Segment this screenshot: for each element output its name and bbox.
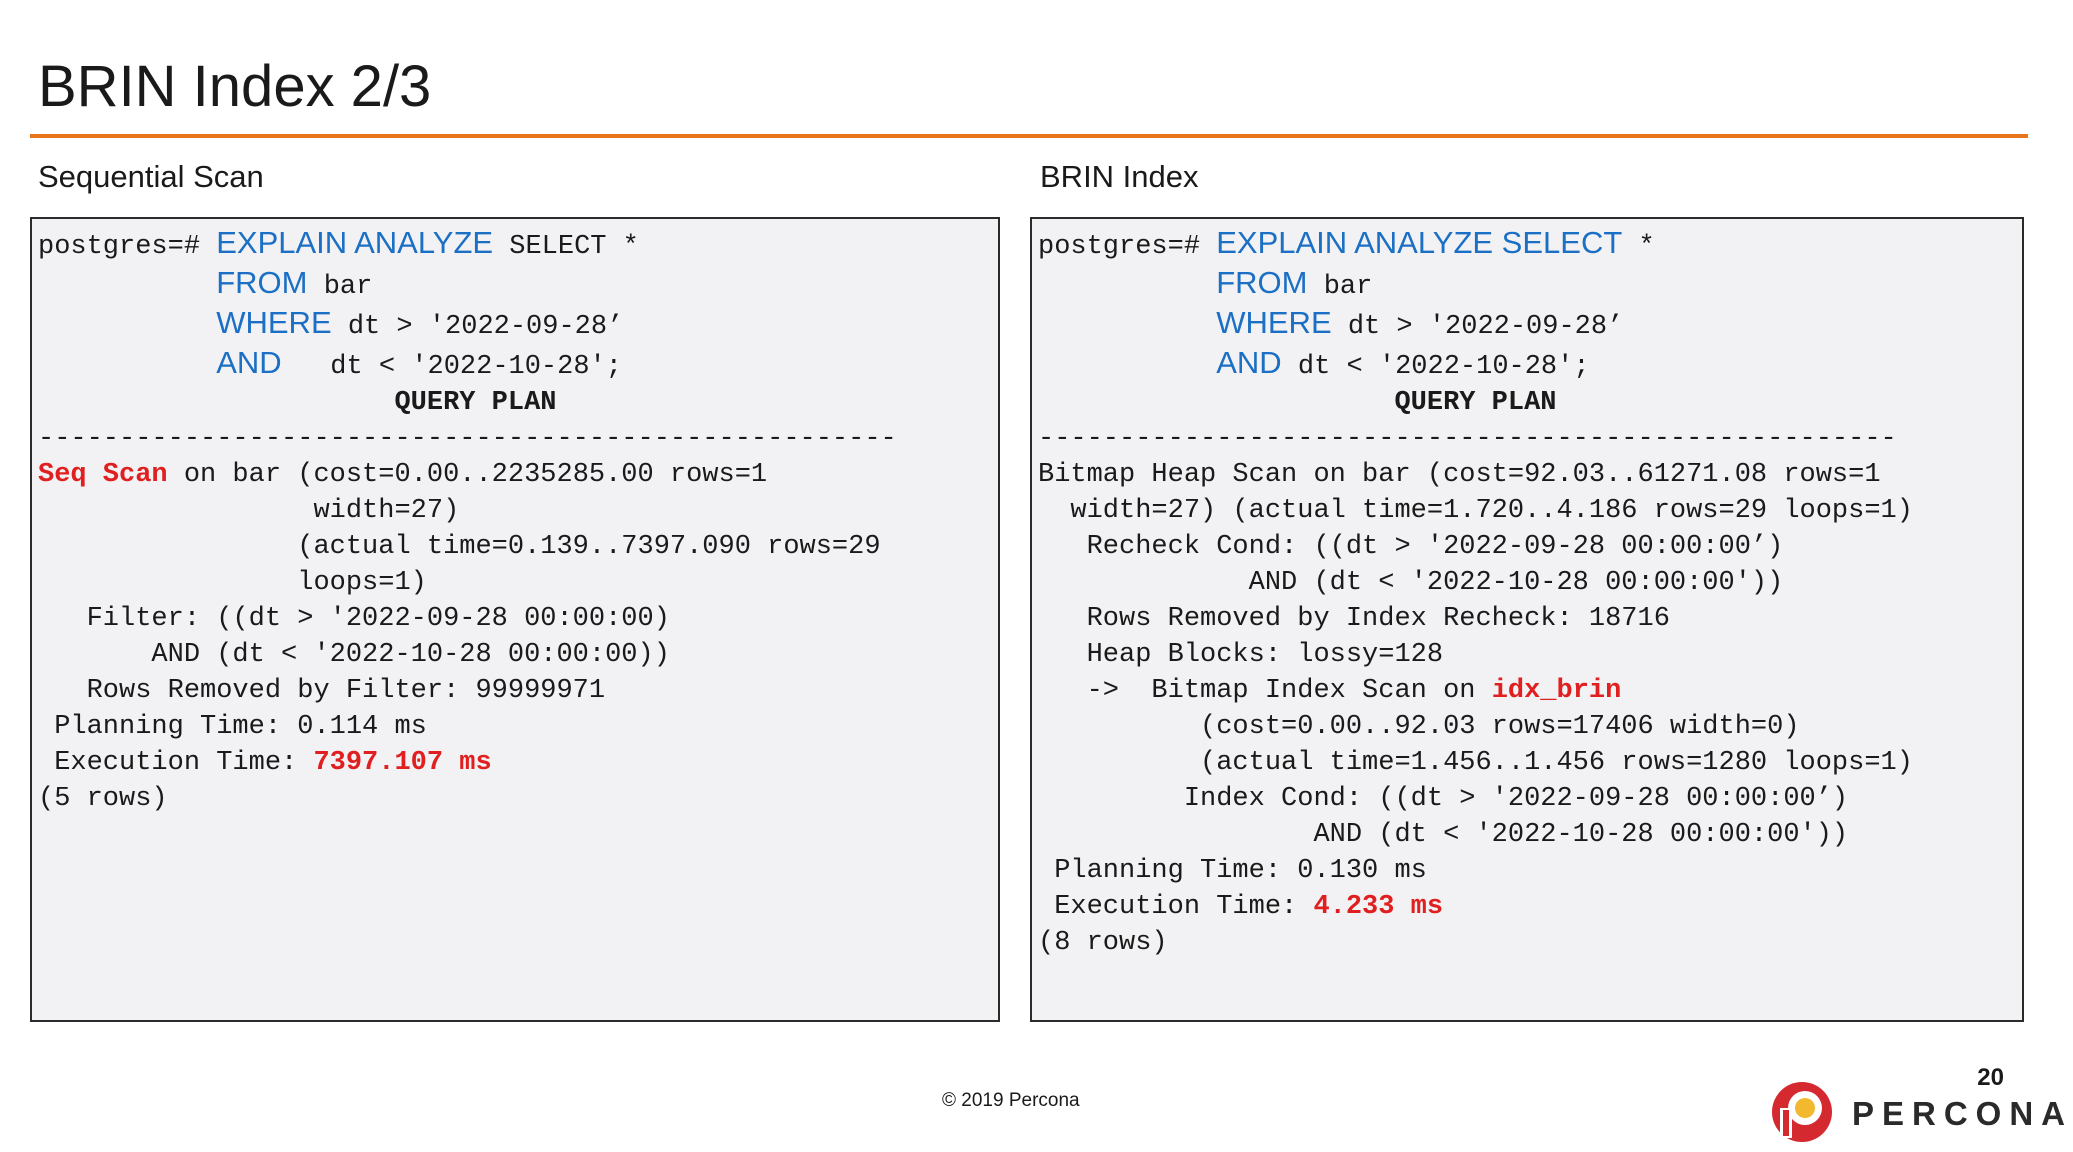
code-text: Execution Time:: [1038, 892, 1314, 922]
code-line: [38, 424, 897, 454]
code-text: Execution Time:: [38, 748, 314, 778]
sequential-scan-code-block: [38, 225, 897, 817]
code-line: [1038, 305, 1624, 342]
code-text: [38, 312, 216, 342]
sql-keyword: EXPLAIN ANALYZE SELECT: [1216, 225, 1623, 260]
code-line: [38, 460, 767, 490]
highlighted-text: Seq Scan: [38, 460, 168, 490]
code-line: [1038, 640, 1443, 670]
highlighted-text: 4.233 ms: [1313, 892, 1444, 922]
code-text: dt < '2022-10-28';: [281, 352, 622, 382]
code-line: [38, 305, 624, 342]
code-text: -----------------------------------------------------: [1038, 424, 1897, 454]
code-text: Rows Removed by Index Recheck: 18716: [1038, 604, 1670, 634]
code-text: [38, 352, 216, 382]
code-text: on bar (cost=0.00..2235285.00 rows=1: [167, 460, 768, 490]
code-line: [1038, 225, 1655, 262]
code-line: [1038, 928, 1168, 958]
code-line: [1038, 424, 1897, 454]
code-line: [38, 265, 373, 302]
code-text: [38, 272, 216, 302]
code-line: [38, 712, 427, 742]
code-line: [1038, 496, 1913, 526]
code-text: loops=1): [38, 568, 427, 598]
footer-copyright: © 2019 Percona: [942, 1090, 1080, 1111]
code-line: [38, 604, 670, 634]
code-text: SELECT *: [493, 232, 639, 262]
sql-keyword: EXPLAIN ANALYZE: [216, 225, 494, 260]
code-text: Heap Blocks: lossy=128: [1038, 640, 1444, 670]
code-text: -> Bitmap Index Scan on: [1038, 676, 1492, 706]
code-text: bar: [307, 272, 373, 302]
slide-title: BRIN Index 2/3: [38, 54, 432, 119]
code-text: [1038, 272, 1216, 302]
brin-index-panel: [1030, 217, 2024, 1022]
code-text: AND (dt < '2022-10-28 00:00:00')): [1038, 568, 1784, 598]
code-line: [1038, 345, 1590, 382]
sql-keyword: WHERE: [1216, 305, 1332, 340]
code-line: [1038, 265, 1373, 302]
percona-logo-icon: [1770, 1080, 1834, 1144]
percona-logo-text: PERCONA: [1852, 1095, 2073, 1132]
code-line: [38, 496, 459, 526]
code-text: Recheck Cond: ((dt > '2022-09-28 00:00:00’): [1038, 532, 1784, 562]
code-text: (actual time=0.139..7397.090 rows=29: [38, 532, 881, 562]
code-line: [38, 532, 881, 562]
code-text: [1038, 312, 1216, 342]
code-line: [1038, 604, 1670, 634]
code-line: [1038, 820, 1848, 850]
code-text: [38, 388, 394, 418]
code-line: [1038, 892, 1443, 922]
code-line: [38, 676, 605, 706]
sql-keyword: FROM: [216, 265, 308, 300]
code-line: [1038, 676, 1621, 706]
code-line: [1038, 748, 1913, 778]
code-line: [1038, 856, 1427, 886]
code-line: [38, 568, 427, 598]
code-text: bar: [1307, 272, 1373, 302]
left-panel-heading: Sequential Scan: [38, 159, 264, 194]
code-text: -----------------------------------------------------: [38, 424, 897, 454]
percona-logo: [1770, 1080, 2073, 1148]
code-text: dt > '2022-09-28’: [331, 312, 624, 342]
code-text: [1038, 352, 1216, 382]
code-text: postgres=#: [38, 232, 217, 262]
code-text: dt < '2022-10-28';: [1281, 352, 1590, 382]
code-text: [1038, 388, 1394, 418]
right-panel-heading: BRIN Index: [1040, 159, 1199, 194]
code-line: [1038, 568, 1783, 598]
code-line: [38, 784, 168, 814]
query-plan-header: QUERY PLAN: [394, 388, 557, 418]
code-text: (5 rows): [38, 784, 168, 814]
code-line: [38, 640, 670, 670]
code-text: Planning Time: 0.130 ms: [1038, 856, 1427, 886]
title-divider: [30, 134, 2028, 138]
code-text: Bitmap Heap Scan on bar (cost=92.03..61271.08 rows=1: [1038, 460, 1881, 490]
code-text: *: [1622, 232, 1655, 262]
code-text: width=27) (actual time=1.720..4.186 rows=29 loops=1): [1038, 496, 1913, 526]
code-line: [1038, 532, 1783, 562]
code-text: Filter: ((dt > '2022-09-28 00:00:00): [38, 604, 670, 634]
code-line: [38, 345, 622, 382]
code-line: [38, 388, 557, 418]
code-text: Planning Time: 0.114 ms: [38, 712, 427, 742]
code-line: [1038, 388, 1557, 418]
sequential-scan-panel: [30, 217, 1000, 1022]
code-text: (cost=0.00..92.03 rows=17406 width=0): [1038, 712, 1800, 742]
code-text: width=27): [38, 496, 460, 526]
sql-keyword: AND: [216, 345, 282, 380]
code-text: (actual time=1.456..1.456 rows=1280 loops=1): [1038, 748, 1913, 778]
sql-keyword: WHERE: [216, 305, 332, 340]
code-text: AND (dt < '2022-10-28 00:00:00')): [1038, 820, 1849, 850]
code-line: [38, 225, 639, 262]
page-number: 20: [1977, 1064, 2004, 1091]
code-line: [38, 748, 492, 778]
sql-keyword: AND: [1216, 345, 1282, 380]
code-text: Rows Removed by Filter: 99999971: [38, 676, 606, 706]
code-text: Index Cond: ((dt > '2022-09-28 00:00:00’): [1038, 784, 1849, 814]
query-plan-header: QUERY PLAN: [1394, 388, 1557, 418]
code-line: [1038, 460, 1881, 490]
highlighted-text: idx_brin: [1491, 676, 1622, 706]
sql-keyword: FROM: [1216, 265, 1308, 300]
code-text: (8 rows): [1038, 928, 1168, 958]
code-text: postgres=#: [1038, 232, 1217, 262]
code-line: [1038, 712, 1800, 742]
code-text: AND (dt < '2022-10-28 00:00:00)): [38, 640, 670, 670]
highlighted-text: 7397.107 ms: [313, 748, 492, 778]
code-text: dt > '2022-09-28’: [1331, 312, 1624, 342]
brin-index-code-block: [1038, 225, 1913, 961]
code-line: [1038, 784, 1848, 814]
